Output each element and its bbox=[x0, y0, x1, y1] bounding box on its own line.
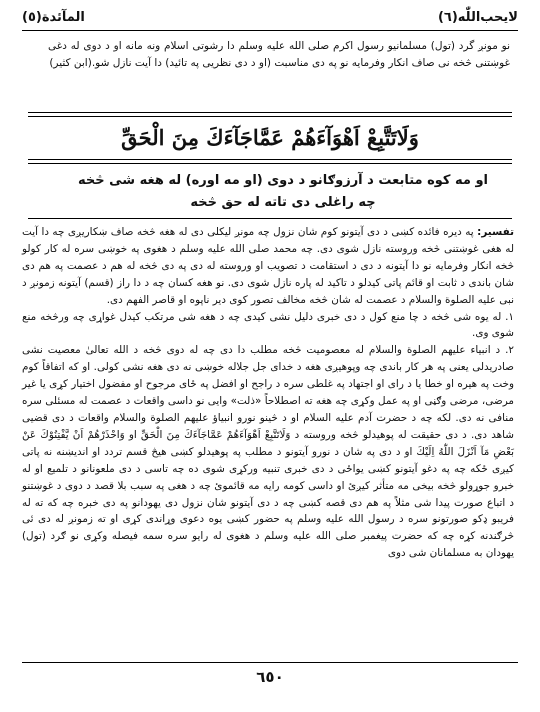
tafsir-body bbox=[22, 224, 514, 562]
verse-translation: او مه کوه متابعت د آرزوګانو د دوی (او مه اوره) له هغه شی څخه چه راغلی دی تاته له حق څخه bbox=[77, 173, 489, 210]
tafsir-lead: تفسیر: bbox=[477, 226, 514, 238]
intro-paragraph: نو مونږ گرد (تول) مسلمانیو رسول اکرم صلی الله علیه وسلم دا رشوتی اسلام ونه مانه او د دوی له دغی غوښتنی څخه نی صاف انکار وفرمایه نو په دی مناسبت (او د دی نظریی په تائید) دا آیت نازل شو.(ابن کثیر) bbox=[48, 40, 510, 69]
header-surah-title: المآئدة(٥) bbox=[22, 9, 85, 25]
footer-divider bbox=[22, 662, 518, 663]
running-header bbox=[22, 6, 518, 28]
quran-verse: وَلَاتَتَّبِعْ اَهْوَآءَهُمْ عَمَّاجَآءَكَ مِنَ الْحَقِّ bbox=[121, 125, 419, 150]
verse-frame bbox=[28, 112, 512, 164]
tafsir-paragraph-3: ۲. د انبیاء علیهم الصلوة والسلام له معصومیت څخه مطلب دا دی چه له دوی څخه د الله تعالیٰ معصیت نشی صادریدلی یعنی په هر کار باندی چه وپوهیږی هغه د خدای جل جلاله خوښی نه دی هغه نشی کولی. او که اتفاقاً کوم وخت په هیره او خطا یا د رای او اجتهاد په غلطی سره د راجح او افضل په ځای مرجوح او مفضول اختیار کړی یا غیر مرضی، مرضی وګڼی او په عمل وکړی چه هغه ته اصطلاحاً «ذلت» وایی نو داسی واقعات د عصمت له مسئلی سره منافی نه دی. لکه چه د حضرت آدم علیه السلام او د څینو نورو انبیاؤ علیهم الصلوة والسلام واقعات د دی قضیی شاهد دی. د دی حقیقت له پوهیدلو څخه وروسته د وَلَاتَتَّبِعْ اَهْوَآءَهُمْ عَمَّاجَآءَكَ مِنَ الْحَقِّ او وَاحْذَرْهُمْ اَنْ يَّفْتِنُوْكَ عَنْ بَعْضِ مَآ اَنْزَلَ اللّٰهُ اِلَيْكَ او د دی په شان د نورو آیتونو د مطلب په پوهیدلو کښی هیڅ قسم تردد او اندیښنه نه پاتی کیږی ځکه چه په دغو آیتونو کښی یواځی د دی خبری تنبیه ورکړی شوی ده چه تاسی د دی ملعونانو د تلمیع او له خبرو جوړولو څخه بیخی مه متأثر کیږئ او داسی کومه رایه مه قائموئ چه د هغی په سبب بلا قصد د دوی د غوښتنو د اتباع صورت پیدا شی مثلاً په هم دی قصه کښی چه د دی آیتونو شان نزول دی یهودانو په دی خبره چه که ته له فریبو ډکو صورتونو سره د رسول الله علیه وسلم په حضور کښی یوه دعوی وړاندی کړی او ته زمونږ له دی ئی څرګندنه کړه چه که حضرت پیغمبر صلی الله علیه وسلم د هغوی له رایو سره سمه فیصله وکړی نو ګرد (تول) یهودان به مسلمانان شی دوی bbox=[22, 344, 514, 560]
header-juz-title: لایحب‌اللّٰه(٦) bbox=[437, 9, 518, 25]
page-number: ٦٥٠ bbox=[256, 668, 284, 686]
translation-divider bbox=[28, 218, 512, 219]
tafsir-paragraph-2: ۱. له یوه شی څخه د چا منع کول د دی خبری دلیل نشی کیدی چه د هغه شی مرتکب کیدل غواړی چه ورڅخه منع شوی وی. bbox=[22, 310, 514, 340]
tafsir-paragraph-1: تفسیر: په دیره فائده کښی د دی آیتونو کوم شان نزول چه مونږ لیکلی دی له هغه څخه صاف ښکاریږی چه دا آیت له هغی غوښتنی څخه وروسته نازل شوی دی. چه محمد صلی الله علیه وسلم د هغوی په خوښی سره له کار کولو څخه انکار وفرمایه نو دا آیتونه د دی د استقامت د تصویب او وروسته له دی په دی څخه له هم د عصمت په هم دی شان باندی د ثابت او قائم پاتی کیدلو د تاکید له پاره نازل شوی دی. نو هغه کسان چه د دا راز (قسم) آیتونه زمونږ د نبی علیه الصلوة والسلام د عصمت له شان څخه مخالف تصور کوی دیر ناپوه او قاصر الفهم دی. bbox=[22, 226, 514, 306]
header-divider bbox=[22, 30, 518, 31]
